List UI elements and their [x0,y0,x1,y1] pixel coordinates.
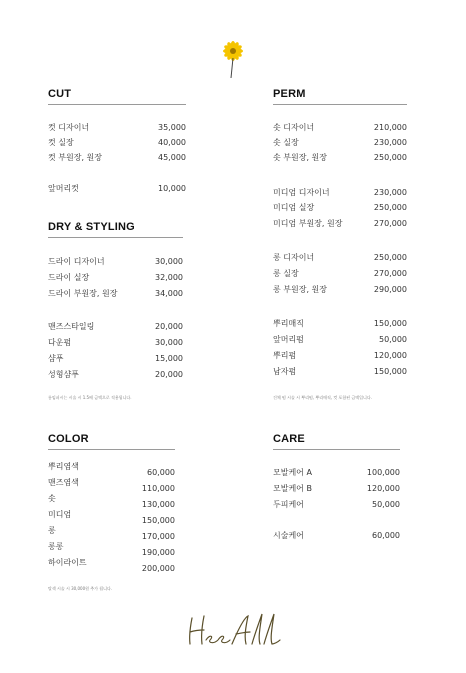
dry-styling-section [48,221,183,406]
list-item [48,546,175,560]
item-price: 15,000 [155,354,183,363]
item-name: 앞머리펌 [273,335,304,344]
list-item [273,333,407,347]
item-name: 하이라이트 [48,558,87,567]
cut-section [48,88,186,198]
item-name: 솟 디자이너 [273,123,315,132]
cut-title: CUT [48,88,186,105]
item-price: 30,000 [155,257,183,266]
item-price: 120,000 [373,351,407,360]
item-price: 250,000 [373,153,407,162]
list-item [48,255,183,269]
list-item [48,368,183,382]
list-item [273,283,407,297]
item-price: 170,000 [141,532,175,541]
item-price: 50,000 [379,335,407,344]
item-name: 뿌리매직 [273,319,304,328]
list-item [273,466,400,480]
item-name: 성형샴푸 [48,370,79,379]
color-section [48,433,175,593]
item-price: 20,000 [155,370,183,379]
list-item [48,151,186,165]
dry-styling-title: DRY & STYLING [48,221,183,238]
item-name: 롱 [48,526,56,535]
item-name: 컷 디자이너 [48,123,90,132]
perm-title: PERM [273,88,407,105]
item-price: 270,000 [373,269,407,278]
item-name: 솟 부원장, 원장 [273,153,327,162]
list-item [48,562,175,576]
list-item [273,217,407,231]
item-price: 210,000 [373,123,407,132]
item-name: 드라이 부원장, 원장 [48,289,118,298]
list-item [48,271,183,285]
brand-signature-logo [186,610,286,650]
item-price: 40,000 [158,138,186,147]
item-price: 270,000 [373,219,407,228]
list-item [48,182,186,196]
item-price: 130,000 [141,500,175,509]
item-price: 250,000 [373,253,407,262]
list-item [273,251,407,265]
item-name: 롱롱 [48,542,64,551]
item-name: 컷 부원장, 원장 [48,153,102,162]
item-name: 드라이 실장 [48,273,90,282]
list-item [48,466,175,480]
list-item [273,136,407,150]
color-title: COLOR [48,433,175,450]
list-item [48,320,183,334]
list-item [48,498,175,512]
item-name: 모발케어 A [273,468,312,477]
item-name: 롱 실장 [273,269,299,278]
list-item [48,482,175,496]
sunflower-icon [219,40,247,80]
item-price: 150,000 [373,319,407,328]
item-name: 솟 [48,494,56,503]
item-price: 230,000 [373,188,407,197]
item-price: 32,000 [155,273,183,282]
item-price: 50,000 [372,500,400,509]
item-price: 35,000 [158,123,186,132]
item-price: 20,000 [155,322,183,331]
list-item [273,482,400,496]
item-name: 남자펌 [273,367,297,376]
item-name: 솟 실장 [273,138,299,147]
item-name: 미디엄 실장 [273,203,315,212]
item-name: 미디엄 디자이너 [273,188,330,197]
list-item [273,201,407,215]
dry-note: 롱임퍼시는 시술 시 1.5배 금액으로 적용됩니다. [48,395,132,400]
item-name: 드라이 디자이너 [48,257,105,266]
item-name: 뿌리펌 [273,351,297,360]
list-item [48,336,183,350]
item-price: 110,000 [141,484,175,493]
item-name: 시술케어 [273,531,304,540]
item-price: 34,000 [155,289,183,298]
item-name: 롱 디자이너 [273,253,315,262]
item-price: 200,000 [141,564,175,573]
item-name: 뿌리염색 [48,462,79,471]
care-section [273,433,400,553]
item-name: 두피케어 [273,500,304,509]
item-name: 미디엄 부원장, 원장 [273,219,343,228]
item-name: 샴푸 [48,354,64,363]
item-name: 모발케어 B [273,484,312,493]
list-item [273,186,407,200]
item-price: 230,000 [373,138,407,147]
list-item [48,514,175,528]
list-item [273,529,400,543]
list-item [273,151,407,165]
item-price: 150,000 [141,516,175,525]
list-item [48,287,183,301]
item-price: 290,000 [373,285,407,294]
list-item [48,352,183,366]
list-item [273,317,407,331]
item-name: 맨즈염색 [48,478,79,487]
item-price: 250,000 [373,203,407,212]
color-note: 탈색 시술 시 30,000원 추가 됩니다. [48,586,113,591]
item-price: 60,000 [372,531,400,540]
list-item [48,121,186,135]
list-item [48,136,186,150]
list-item [273,349,407,363]
list-item [273,121,407,135]
item-name: 롱 부원장, 원장 [273,285,327,294]
item-name: 앞머리컷 [48,184,79,193]
item-price: 100,000 [366,468,400,477]
list-item [273,267,407,281]
list-item [48,530,175,544]
perm-note: 건체 펌 시술 시 뿌리펌, 뿌리매직, 컷 포함된 금액입니다. [273,395,372,400]
care-title: CARE [273,433,400,450]
item-name: 미디엄 [48,510,72,519]
list-item [273,498,400,512]
perm-section [273,88,407,408]
item-price: 10,000 [158,184,186,193]
item-name: 컷 실장 [48,138,74,147]
item-price: 45,000 [158,153,186,162]
item-price: 60,000 [147,468,175,477]
item-price: 30,000 [155,338,183,347]
item-price: 150,000 [373,367,407,376]
item-price: 120,000 [366,484,400,493]
item-name: 다운펌 [48,338,72,347]
list-item [273,365,407,379]
item-price: 190,000 [141,548,175,557]
item-name: 맨즈스타일링 [48,322,95,331]
